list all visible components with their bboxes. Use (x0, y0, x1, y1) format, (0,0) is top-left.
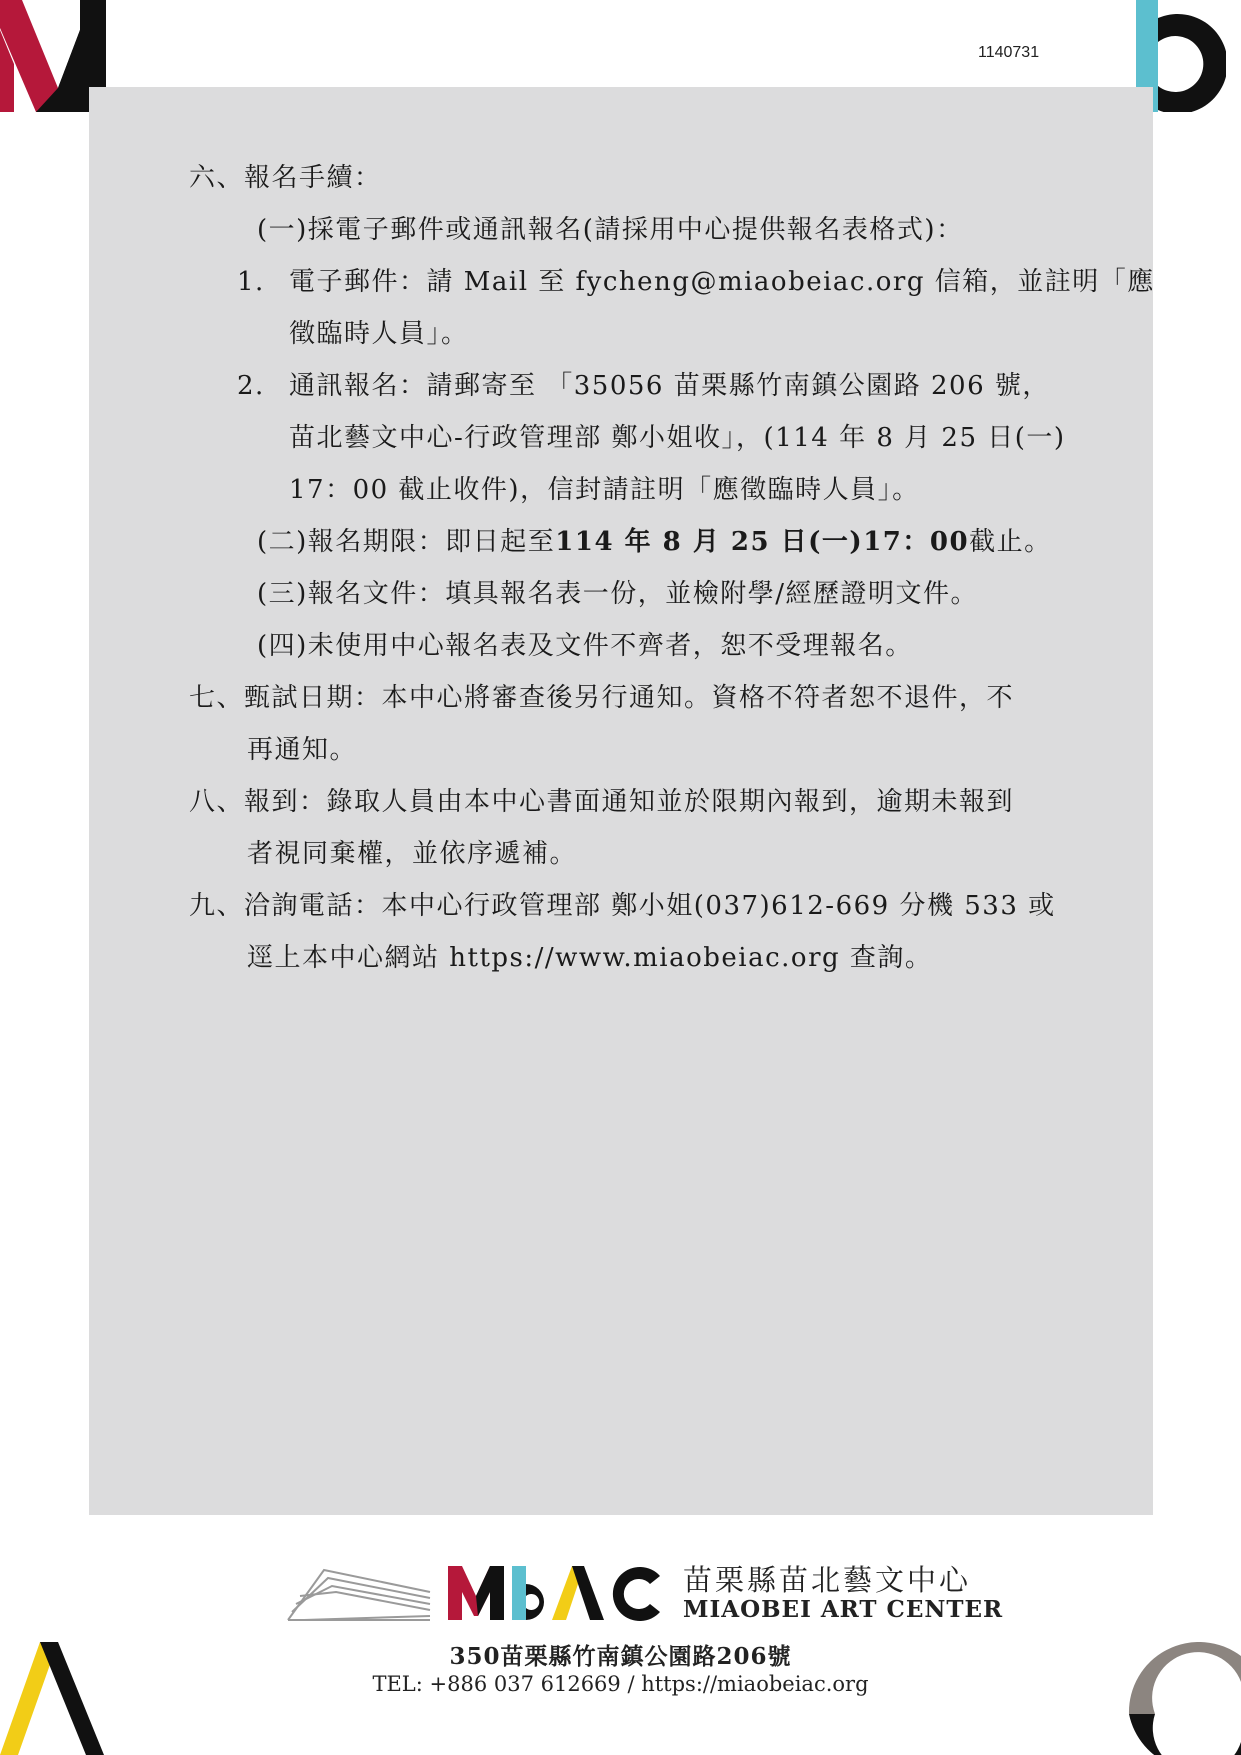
corner-a-logo (0, 1642, 110, 1755)
center-name-english: MIAOBEI ART CENTER (683, 1596, 1004, 1623)
mbac-logo (448, 1562, 668, 1624)
section-7-cont: 再通知。 (247, 735, 358, 765)
document-id: 1140731 (978, 44, 1040, 61)
section-8-cont: 者視同棄權，並依序遞補。 (247, 839, 578, 869)
mail-instruction: 通訊報名：請郵寄至 「35056 苗栗縣竹南鎮公園路 206 號， (289, 371, 1050, 401)
deadline-date: 114 年 8 月 25 日(一)17：00 (555, 527, 970, 557)
center-name-chinese: 苗栗縣苗北藝文中心 (683, 1563, 972, 1597)
deadline-line (257, 525, 1052, 559)
deadline-label: (二)報名期限：即日起至 (257, 527, 556, 557)
list-number-2: 2. (237, 371, 265, 401)
mail-instruction-cont-1: 苗北藝文中心-行政管理部 鄭小姐收」，(114 年 8 月 25 日(一) (289, 423, 1066, 453)
documents-line: (三)報名文件：填具報名表一份，並檢附學/經歷證明文件。 (257, 579, 979, 609)
content-panel (89, 87, 1153, 1515)
not-accepted-line: (四)未使用中心報名表及文件不齊者，恕不受理報名。 (257, 631, 913, 661)
email-instruction-cont: 徵臨時人員」。 (289, 319, 469, 349)
item-1-heading: (一)採電子郵件或通訊報名(請採用中心提供報名表格式)： (257, 215, 964, 245)
deadline-suffix: 截止。 (969, 527, 1052, 557)
section-8-line: 八、報到：錄取人員由本中心書面通知並於限期內報到，逾期未報到 (189, 787, 1015, 817)
building-sketch-icon (284, 1562, 434, 1622)
section-6-heading: 六、報名手續： (189, 163, 382, 193)
section-9-cont: 逕上本中心網站 https://www.miaobeiac.org 查詢。 (247, 943, 933, 973)
section-7-line: 七、甄試日期：本中心將審查後另行通知。資格不符者恕不退件，不 (189, 683, 1015, 713)
section-9-line: 九、洽詢電話：本中心行政管理部 鄭小姐(037)612-669 分機 533 或 (189, 891, 1056, 921)
footer-address: 350苗栗縣竹南鎮公園路206號 (449, 1643, 792, 1670)
list-number-1: 1. (237, 267, 265, 297)
email-instruction: 電子郵件：請 Mail 至 fycheng@miaobeiac.org 信箱，並註明「應 (289, 267, 1155, 297)
mail-instruction-cont-2: 17：00 截止收件)，信封請註明「應徵臨時人員」。 (289, 475, 920, 505)
corner-c-logo (1111, 1642, 1241, 1755)
footer-contact: TEL: +886 037 612669 / https://miaobeiac.org (372, 1672, 869, 1696)
